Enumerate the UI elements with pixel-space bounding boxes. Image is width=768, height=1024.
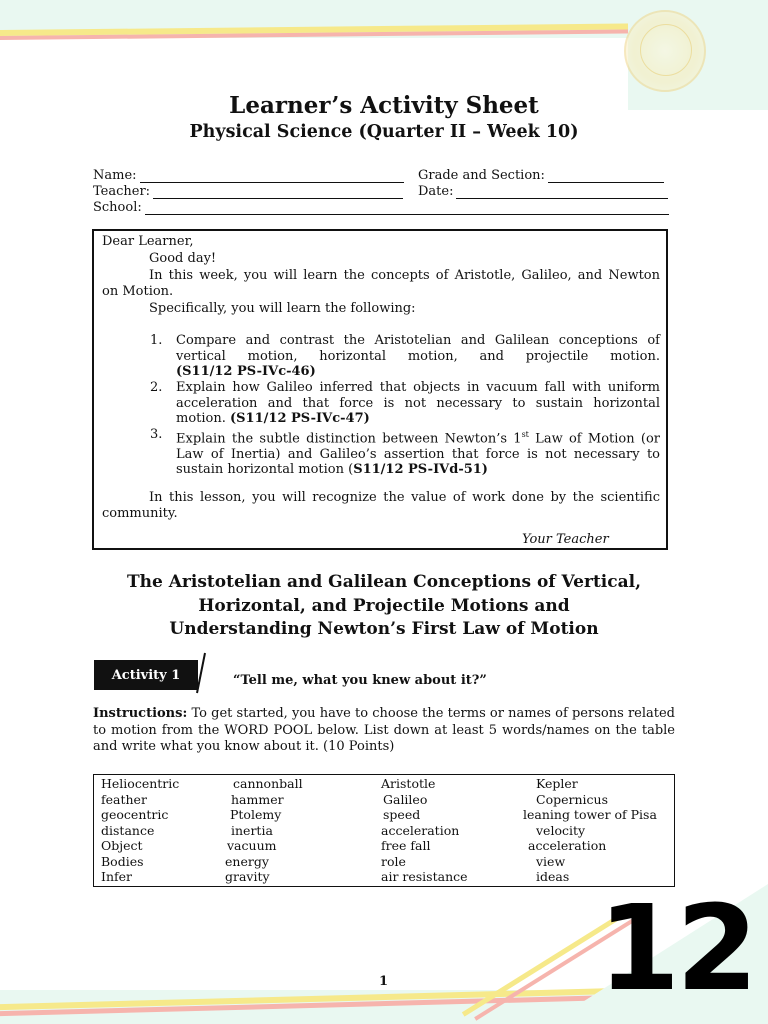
sheet-subtitle: Physical Science (Quarter II – Week 10) (189, 122, 579, 142)
deped-seal-inner-ring (640, 24, 692, 76)
letter-specifically: Specifically, you will learn the following: (149, 301, 416, 316)
activity-instructions (93, 706, 675, 756)
activity-quote: “Tell me, what you knew about it?” (233, 673, 487, 688)
grade-section-blank[interactable] (548, 170, 664, 183)
objective-number: 1. (150, 333, 163, 348)
school-label: School: (93, 200, 142, 215)
teacher-field[interactable] (93, 184, 403, 199)
letter-signature: Your Teacher (522, 532, 609, 547)
letter-intro-line2: on Motion. (102, 284, 174, 299)
grade-section-field[interactable] (418, 168, 664, 183)
word-pool-table (93, 774, 675, 887)
school-blank[interactable] (145, 202, 669, 215)
word-pool-column-4: Kepler Copernicus leaning tower of Pisa velocity acceleration view ideas (523, 776, 657, 884)
instructions-label: Instructions: (93, 706, 188, 721)
date-blank[interactable] (456, 186, 668, 199)
instructions-text: To get started, you have to choose the terms or names of persons related to motion from the WORD POOL below. List down at least 5 words/names on the table and write what you know about it. (10 Points) (93, 706, 675, 754)
name-blank[interactable] (140, 170, 404, 183)
objective-number: 3. (150, 427, 163, 442)
word-pool-column-2: cannonball hammer Ptolemy inertia vacuum energy gravity (225, 776, 303, 884)
activity-tag: Activity 1 (94, 660, 198, 690)
letter-closing-line1: In this lesson, you will recognize the value of work done by the scientific (149, 490, 660, 505)
date-label: Date: (418, 184, 454, 199)
name-label: Name: (93, 168, 137, 183)
teacher-label: Teacher: (93, 184, 151, 199)
letter-intro-line1: In this week, you will learn the concepts of Aristotle, Galileo, and Newton (149, 268, 660, 283)
word-pool-column-1: Heliocentric feather geocentric distance Object Bodies Infer (101, 776, 180, 884)
objective-number: 2. (150, 380, 163, 395)
teacher-letter-box (92, 229, 668, 550)
section-title: The Aristotelian and Galilean Conceptions of Vertical, Horizontal, and Projectile Motions and Understanding Newton’s First Law of Motion (127, 572, 641, 639)
word-pool-column-3: Aristotle Galileo speed acceleration free fall role air resistance (381, 776, 468, 884)
teacher-blank[interactable] (153, 186, 403, 199)
sheet-title: Learner’s Activity Sheet (229, 92, 539, 119)
letter-closing-line2: community. (102, 506, 178, 521)
page-number: 1 (379, 974, 389, 989)
name-field[interactable] (93, 168, 404, 183)
grade-level-number: 12 (598, 879, 755, 1017)
letter-salutation: Dear Learner, (102, 234, 194, 249)
activity-tag-slash (194, 652, 208, 694)
objective-item-2: 2. Explain how Galileo inferred that objects in vacuum fall with uniform acceleration and that force is not necessary to sustain horizontal motion. (S11/12 PS-IVc-47) (150, 380, 660, 426)
objective-item-3: 3. Explain the subtle distinction between Newton’s 1st Law of Motion (or Law of Inertia) and Galileo’s assertion that force is not necessary to sustain horizontal motion (S11/12 PS-IVd-51) (150, 427, 660, 478)
school-field[interactable] (93, 200, 669, 215)
letter-greeting: Good day! (149, 251, 217, 266)
objective-code: S11/12 PS-IVd-51) (353, 462, 488, 478)
date-field[interactable] (418, 184, 668, 199)
objective-code: (S11/12 PS-IVc-47) (230, 411, 370, 426)
objective-item-1: 1. Compare and contrast the Aristotelian and Galilean conceptions of vertical motion, horizontal motion, and projectile motion. (S11/12 PS-IVc-46) (150, 333, 660, 379)
grade-section-label: Grade and Section: (418, 168, 545, 183)
objective-code: (S11/12 PS-IVc-46) (176, 364, 316, 379)
